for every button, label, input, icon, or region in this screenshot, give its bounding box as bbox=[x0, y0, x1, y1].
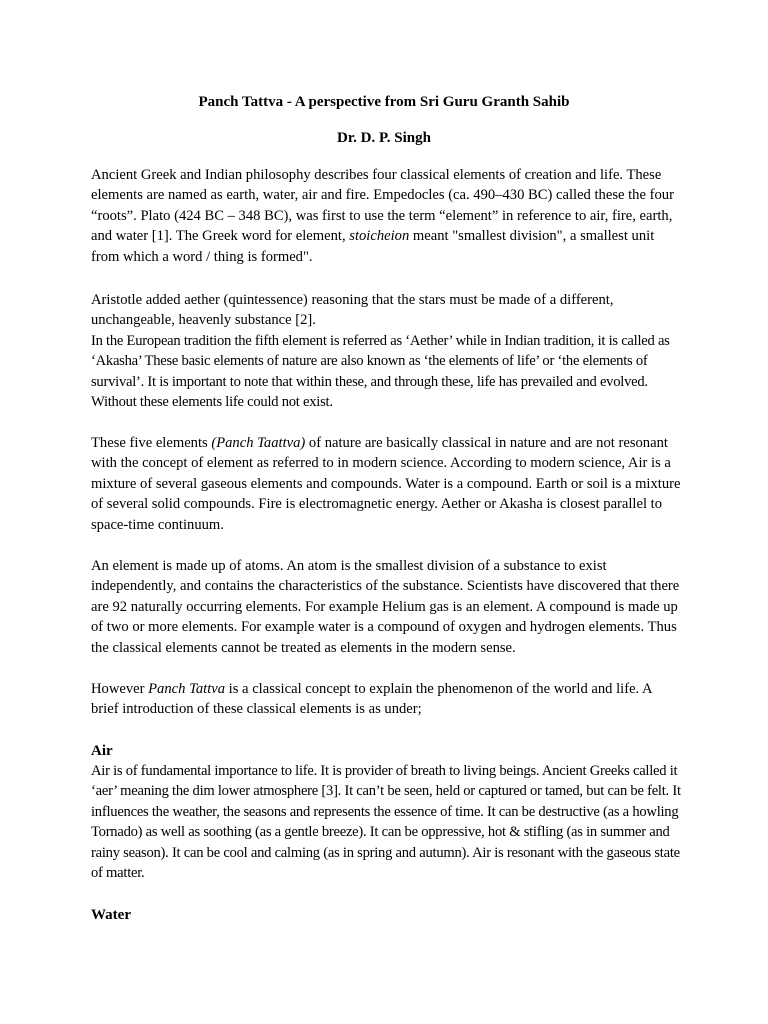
five-elements-text-a: These five elements bbox=[91, 435, 212, 451]
aristotle-text: Aristotle added aether (quintessence) reasoning that the stars must be made of a different, unchangeable, heavenly substance [2]. bbox=[91, 292, 614, 329]
page-title: Panch Tattva - A perspective from Sri Guru Granth Sahib bbox=[198, 94, 570, 110]
atoms-paragraph bbox=[91, 556, 681, 658]
classical-italic: Panch Tattva bbox=[148, 681, 226, 697]
aristotle-paragraph bbox=[91, 290, 681, 412]
classical-text-b: is a classical concept to explain the phenomenon of the world and life. A brief introduction of these classical elements is as under; bbox=[91, 681, 652, 718]
air-text: Air is of fundamental importance to life. It is provider of breath to living beings. Ancient Greeks called it ‘aer’ meaning the dim lower atmosphere [3]. It can’t be seen, held or captured or tamed, but can be felt. It influences the weather, the seasons and represents the essence of time. It can be destructive (as a howling Tornado) as well as soothing (as a gentle breeze). It can be oppressive, hot & stifling (as in summer and rainy season). It can be cool and calming (as in spring and autumn). Air is resonant with the gaseous state of matter. bbox=[91, 763, 681, 882]
intro-italic-term: stoicheion bbox=[349, 228, 410, 245]
five-elements-text-b: of nature are basically classical in nature and are not resonant with the concept of element as referred to in modern science. According to modern science, Air is a mixture of several gaseous elements and compounds. Water is a compound. Earth or soil is a mixture of several solid compounds. Fire is electromagnetic energy. Aether or Akasha is closest parallel to space-time continuum. bbox=[91, 435, 681, 533]
five-elements-paragraph bbox=[91, 433, 681, 535]
classical-concept-paragraph bbox=[91, 679, 681, 720]
classical-text-a: However bbox=[91, 681, 149, 697]
water-heading: Water bbox=[91, 907, 131, 923]
author-line: Dr. D. P. Singh bbox=[337, 130, 431, 146]
air-paragraph bbox=[91, 761, 681, 883]
intro-paragraph bbox=[91, 165, 681, 267]
five-elements-italic: (Panch Taattva) bbox=[211, 435, 306, 451]
aether-text: In the European tradition the fifth element is referred as ‘Aether’ while in Indian tradition, it is called as ‘Akasha’ These basic elements of nature are also known as ‘the elements of life’ or ‘the elements of survival’. It is important to note that within these, and through these, life has prevailed and evolved. Without these elements life could not exist. bbox=[91, 332, 670, 411]
air-heading: Air bbox=[91, 743, 113, 759]
atoms-text: An element is made up of atoms. An atom is the smallest division of a substance to exist independently, and contains the characteristics of the substance. Scientists have discovered that there are 92 naturally occurring elements. For example Helium gas is an element. A compound is made up of two or more elements. For example water is a compound of oxygen and hydrogen elements. Thus the classical elements cannot be treated as elements in the modern sense. bbox=[91, 558, 680, 656]
intro-text-a: Ancient Greek and Indian philosophy describes four classical elements of creation and life. These elements are named as earth, water, air and fire. Empedocles (ca. 490–430 BC) called these the four “roots”. Plato (424 BC – 348 BC), was first to use the term “element” in reference to air, fire, earth, and water [1]. The Greek word for element, bbox=[91, 167, 674, 245]
intro-text-b: meant "smallest division", a smallest unit from which a word / thing is formed". bbox=[91, 228, 655, 265]
